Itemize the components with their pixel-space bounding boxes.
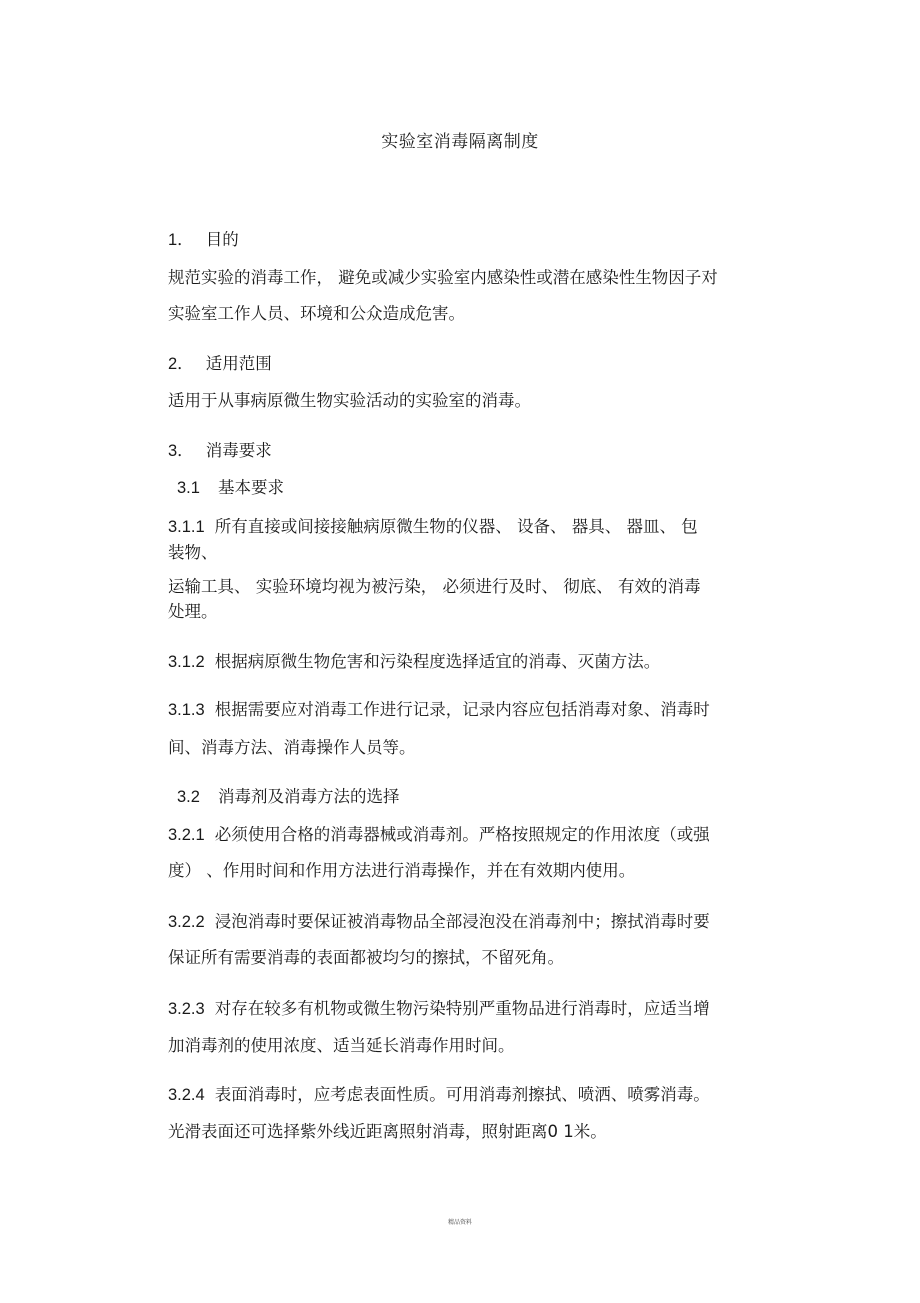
paragraph-line: 所有直接或间接接触病原微生物的仪器、 设备、 器具、 器皿、 包	[214, 517, 698, 536]
paragraph-line: 加消毒剂的使用浓度、适当延长消毒作用时间。	[168, 1036, 515, 1055]
item-number: 3.2.4	[168, 1086, 205, 1104]
paragraph-line: 光滑表面还可选择紫外线近距离照射消毒，照射距离0 1米。	[168, 1122, 607, 1141]
section-3-heading	[168, 437, 272, 461]
item-3-1-3	[168, 696, 710, 720]
item-number: 3.2.1	[168, 826, 205, 844]
paragraph-line: 浸泡消毒时要保证被消毒物品全部浸泡没在消毒剂中；擦拭消毒时要	[214, 912, 710, 931]
paragraph-line: 保证所有需要消毒的表面都被均匀的擦拭，不留死角。	[168, 948, 564, 967]
document-title: 实验室消毒隔离制度	[381, 132, 539, 152]
section-1-heading	[168, 226, 239, 250]
paragraph-line: 规范实验的消毒工作， 避免或减少实验室内感染性或潜在感染性生物因子对	[168, 268, 718, 287]
paragraph-line: 表面消毒时，应考虑表面性质。可用消毒剂擦拭、喷洒、喷雾消毒。	[214, 1085, 710, 1104]
page-footer: 精品资料	[447, 1219, 472, 1226]
paragraph-line: 实验室工作人员、环境和公众造成危害。	[168, 304, 465, 323]
item-3-2-3	[168, 995, 710, 1019]
section-number: 2．	[168, 355, 194, 373]
section-title: 适用范围	[205, 354, 272, 373]
item-3-2-1	[168, 821, 710, 845]
subsection-number: 3.2	[177, 788, 200, 806]
item-number: 3.2.2	[168, 913, 205, 931]
paragraph-line: 处理。	[168, 602, 218, 621]
subsection-title: 基本要求	[217, 478, 284, 497]
paragraph-line: 必须使用合格的消毒器械或消毒剂。严格按照规定的作用浓度（或强	[214, 825, 710, 844]
item-number: 3.1.3	[168, 701, 205, 719]
section-number: 1．	[168, 231, 194, 249]
section-title: 消毒要求	[205, 441, 272, 460]
section-2-heading	[168, 350, 272, 374]
item-3-2-4	[168, 1081, 710, 1105]
paragraph-line: 根据病原微生物危害和污染程度选择适宜的消毒、灭菌方法。	[214, 652, 661, 671]
paragraph-line: 根据需要应对消毒工作进行记录，记录内容应包括消毒对象、消毒时	[214, 700, 710, 719]
subsection-title: 消毒剂及消毒方法的选择	[217, 787, 400, 806]
item-number: 3.1.1	[168, 518, 205, 536]
item-number: 3.2.3	[168, 1000, 205, 1018]
item-3-1-1	[168, 513, 698, 537]
paragraph-line: 间、消毒方法、消毒操作人员等。	[168, 738, 416, 757]
item-number: 3.1.2	[168, 653, 205, 671]
paragraph-line: 对存在较多有机物或微生物污染特别严重物品进行消毒时，应适当增	[214, 999, 710, 1018]
subsection-number: 3.1	[177, 479, 200, 497]
section-number: 3．	[168, 442, 194, 460]
paragraph-line: 度） 、作用时间和作用方法进行消毒操作，并在有效期内使用。	[168, 861, 636, 880]
item-3-2-2	[168, 908, 710, 932]
paragraph-line: 适用于从事病原微生物实验活动的实验室的消毒。	[168, 391, 531, 410]
section-title: 目的	[205, 230, 239, 249]
item-3-1-2	[168, 648, 660, 672]
paragraph-line: 运输工具、 实验环境均视为被污染， 必须进行及时、 彻底、 有效的消毒	[168, 577, 701, 596]
subsection-3-2-heading	[177, 783, 399, 807]
subsection-3-1-heading	[177, 474, 284, 498]
paragraph-line: 装物、	[168, 543, 218, 562]
